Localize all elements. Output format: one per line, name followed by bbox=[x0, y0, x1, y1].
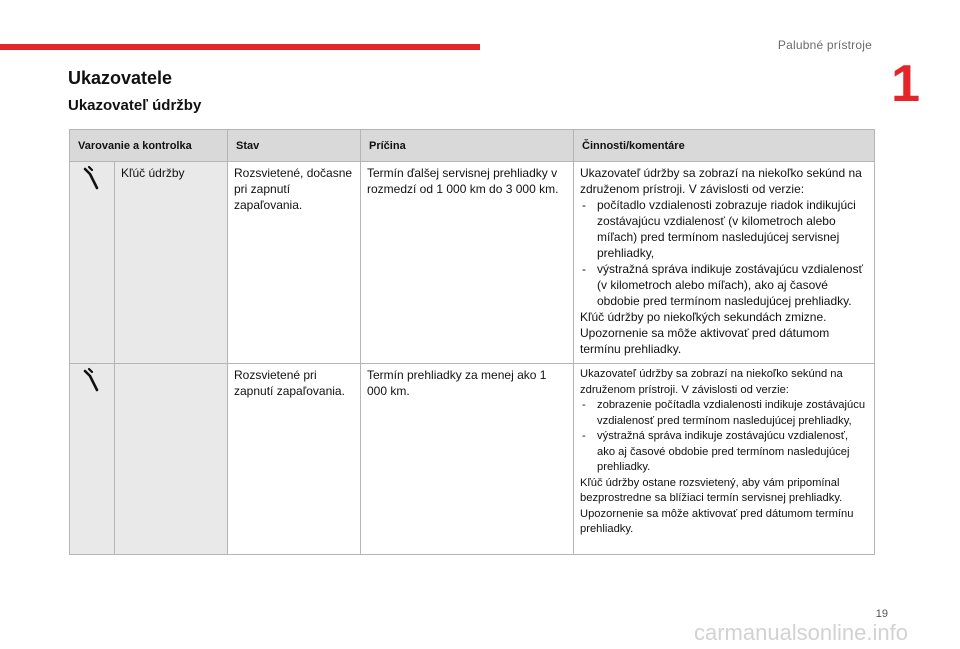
comment-intro: Ukazovateľ údržby sa zobrazí na niekoľko sekúnd na združenom prístroji. V závislosti od verzie: bbox=[580, 166, 862, 196]
wrench-icon bbox=[82, 367, 102, 393]
column-header-state: Stav bbox=[228, 130, 361, 162]
cause-cell: Termín prehliadky za menej ako 1 000 km. bbox=[361, 364, 574, 555]
header-accent-bar bbox=[0, 44, 480, 50]
comment-outro: Upozornenie sa môže aktivovať pred dátumom termínu prehliadky. bbox=[580, 507, 854, 535]
column-header-comments: Činnosti/komentáre bbox=[574, 130, 875, 162]
wrench-icon bbox=[82, 165, 102, 191]
comment-list bbox=[580, 398, 868, 476]
warning-name bbox=[115, 364, 228, 555]
column-header-warning: Varovanie a kontrolka bbox=[70, 130, 228, 162]
list-item: - výstražná správa indikuje zostávajúcu vzdialenosť (v kilometroch alebo míľach), ako aj časové obdobie pred termínom nasledujúcej prehliadky. bbox=[580, 261, 868, 309]
comment-intro: Ukazovateľ údržby sa zobrazí na niekoľko sekúnd na združenom prístroji. V závislosti od verzie: bbox=[580, 368, 843, 396]
table-row bbox=[70, 162, 875, 364]
watermark: carmanualsonline.info bbox=[693, 620, 908, 645]
page-number: 19 bbox=[875, 608, 888, 620]
list-item: - výstražná správa indikuje zostávajúcu vzdialenosť, ako aj časové obdobie pred termínom nasledujúcej prehliadky. bbox=[580, 429, 868, 476]
section-label: Palubné prístroje bbox=[777, 38, 872, 52]
state-cell: Rozsvietené pri zapnutí zapaľovania. bbox=[228, 364, 361, 555]
state-cell: Rozsvietené, dočasne pri zapnutí zapaľovania. bbox=[228, 162, 361, 364]
table-row bbox=[70, 364, 875, 555]
comment-outro: Kľúč údržby po niekoľkých sekundách zmizne. bbox=[580, 310, 827, 324]
page-title: Ukazovatele bbox=[68, 68, 173, 88]
comment-cell bbox=[574, 162, 875, 364]
warning-name: Kľúč údržby bbox=[115, 162, 228, 364]
page-subtitle: Ukazovateľ údržby bbox=[68, 97, 202, 114]
list-item: - počítadlo vzdialenosti zobrazuje riadok indikujúci zostávajúcu vzdialenosť (v kilometroch alebo míľach) pred termínom nasledujúcej servisnej prehliadky, bbox=[580, 197, 868, 261]
list-item: - zobrazenie počítadla vzdialenosti indikuje zostávajúcu vzdialenosť pred termínom nasledujúcej prehliadky, bbox=[580, 398, 868, 429]
table-header-row bbox=[70, 130, 875, 162]
icon-cell bbox=[70, 162, 115, 364]
comment-cell bbox=[574, 364, 875, 555]
comment-list bbox=[580, 197, 868, 309]
comment-outro: Kľúč údržby ostane rozsvietený, aby vám pripomínal bezprostredne sa blížiaci termín servisnej prehliadky. bbox=[580, 476, 843, 504]
icon-cell bbox=[70, 364, 115, 555]
cause-cell: Termín ďalšej servisnej prehliadky v rozmedzí od 1 000 km do 3 000 km. bbox=[361, 162, 574, 364]
column-header-cause: Príčina bbox=[361, 130, 574, 162]
maintenance-indicator-table bbox=[69, 129, 875, 555]
chapter-number: 1 bbox=[891, 55, 920, 113]
comment-outro: Upozornenie sa môže aktivovať pred dátumom termínu prehliadky. bbox=[580, 326, 830, 356]
